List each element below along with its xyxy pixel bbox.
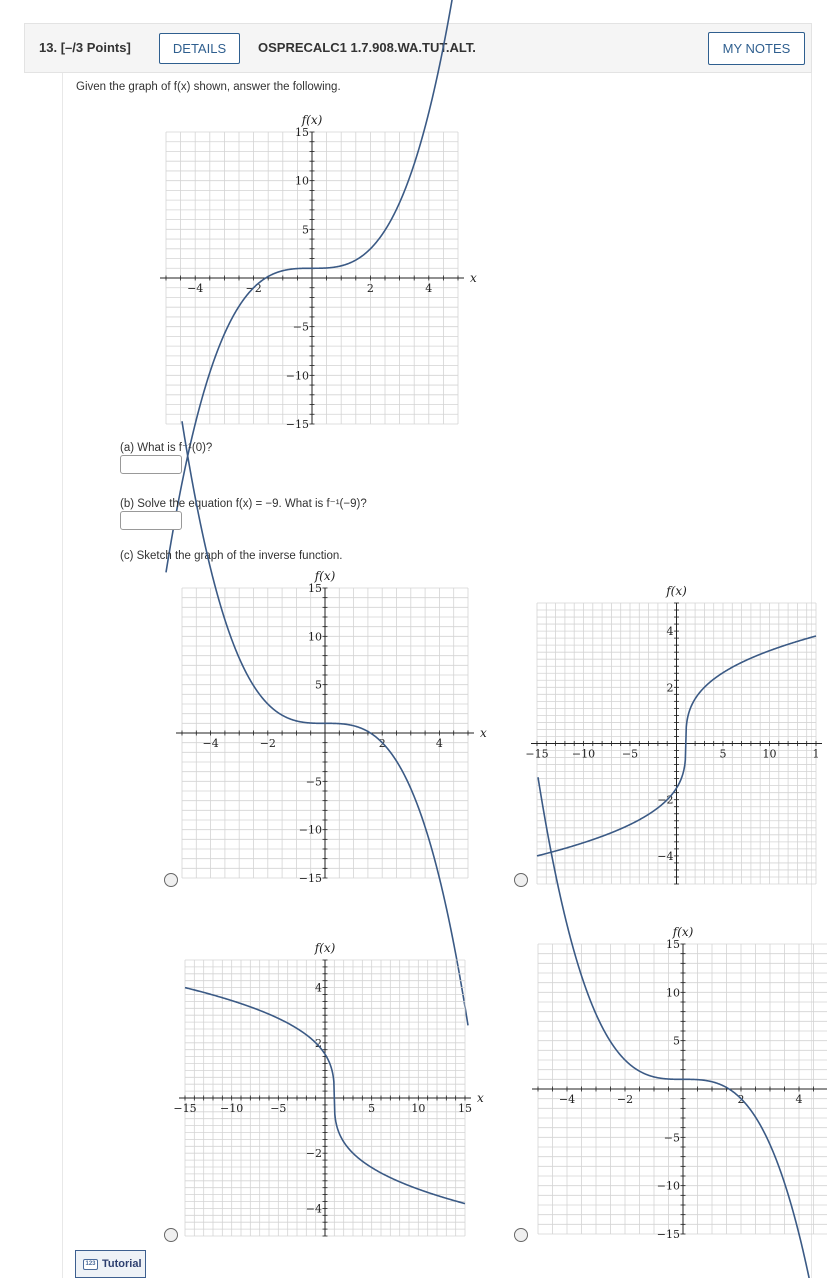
y-tick-label: 10	[666, 986, 680, 1000]
question-number-points	[39, 40, 131, 55]
answer-choice-graph-3	[175, 936, 490, 1242]
y-tick-label: −10	[656, 1179, 680, 1193]
y-axis-label: f(x)	[314, 569, 336, 583]
x-tick-label: −10	[571, 747, 596, 761]
x-tick-label: −15	[525, 747, 549, 761]
x-axis-label: x	[480, 726, 487, 740]
x-tick-label: −5	[270, 1102, 287, 1115]
tutorial-icon: 123	[83, 1259, 98, 1270]
x-tick-label: −2	[245, 282, 262, 295]
x-tick-label: −15	[173, 1102, 197, 1115]
x-tick-label: 15	[458, 1102, 472, 1115]
y-axis-label: f(x)	[672, 925, 694, 939]
part-a-answer-input[interactable]	[120, 455, 182, 474]
x-tick-label: −4	[202, 737, 219, 750]
main-graph	[160, 108, 477, 431]
x-tick-label: −5	[621, 747, 639, 761]
x-tick-label: −10	[220, 1102, 244, 1115]
x-tick-label: 2	[737, 1093, 745, 1106]
x-tick-label: 10	[762, 747, 777, 761]
part-b-answer-input[interactable]	[120, 511, 182, 530]
y-tick-label: −10	[298, 823, 322, 837]
y-tick-label: −15	[285, 418, 309, 431]
question-prompt: Given the graph of f(x) shown, answer the following.	[76, 81, 341, 93]
answer-choice-graph-4	[528, 922, 827, 1241]
y-tick-label: 4	[315, 981, 322, 995]
x-tick-label: −4	[187, 282, 204, 295]
y-tick-label: 15	[295, 126, 309, 139]
choice-3-radio[interactable]	[164, 1228, 178, 1242]
y-tick-label: −2	[657, 793, 674, 807]
x-tick-label: 5	[368, 1102, 376, 1115]
x-tick-label: 10	[411, 1102, 426, 1115]
y-tick-label: −5	[663, 1131, 680, 1145]
x-tick-label: −4	[558, 1093, 576, 1106]
y-axis-label: f(x)	[314, 941, 336, 955]
y-tick-label: −2	[305, 1147, 322, 1161]
y-tick-label: 5	[315, 678, 322, 692]
y-axis-label: f(x)	[301, 113, 323, 127]
y-tick-label: −5	[305, 775, 322, 789]
x-tick-label: −2	[259, 737, 276, 750]
x-tick-label: 4	[795, 1093, 803, 1106]
part-c-label: (c) Sketch the graph of the inverse function.	[120, 550, 343, 562]
y-tick-label: −4	[305, 1202, 322, 1216]
choice-4-radio[interactable]	[514, 1228, 528, 1242]
my-notes-button[interactable]: MY NOTES	[708, 32, 805, 65]
x-axis-label: x	[477, 1091, 484, 1105]
y-axis-label: f(x)	[666, 584, 687, 598]
x-tick-label: 2	[366, 282, 374, 295]
answer-choice-graph-2	[525, 578, 827, 886]
x-tick-label: 4	[425, 282, 433, 295]
y-tick-label: 2	[315, 1036, 322, 1050]
x-tick-label: 2	[378, 737, 386, 750]
tutorial-label: Tutorial	[102, 1258, 142, 1270]
x-tick-label: 4	[435, 737, 443, 750]
y-tick-label: 5	[673, 1034, 680, 1048]
answer-choice-graph-1	[178, 566, 490, 884]
y-tick-label: 2	[666, 681, 674, 695]
details-button[interactable]: DETAILS	[159, 33, 240, 64]
part-b-label: (b) Solve the equation f(x) = −9. What is f⁻¹(−9)?	[120, 498, 367, 510]
y-tick-label: 4	[666, 625, 674, 639]
question-header	[24, 23, 812, 73]
tutorial-button[interactable]	[75, 1250, 146, 1278]
question-points: [–/3 Points]	[60, 40, 131, 55]
question-code: OSPRECALC1 1.7.908.WA.TUT.ALT.	[258, 40, 476, 55]
y-tick-label: 15	[666, 938, 680, 951]
choice-2-radio[interactable]	[514, 873, 528, 887]
choice-1-radio[interactable]	[164, 873, 178, 887]
y-tick-label: 10	[308, 630, 322, 644]
y-tick-label: 10	[295, 174, 309, 188]
y-tick-label: 15	[308, 582, 322, 595]
part-a-label: (a) What is f⁻¹(0)?	[120, 442, 213, 454]
x-tick-label: 5	[719, 747, 727, 761]
y-tick-label: −10	[285, 369, 309, 383]
x-tick-label: 1	[812, 747, 820, 761]
y-tick-label: 5	[302, 223, 309, 237]
y-tick-label: −15	[656, 1228, 680, 1241]
y-tick-label: −15	[298, 872, 322, 885]
x-tick-label: −2	[616, 1093, 634, 1106]
y-tick-label: −5	[292, 320, 309, 334]
y-tick-label: −4	[657, 849, 674, 863]
x-axis-label: x	[470, 271, 477, 285]
question-number: 13.	[39, 40, 58, 55]
